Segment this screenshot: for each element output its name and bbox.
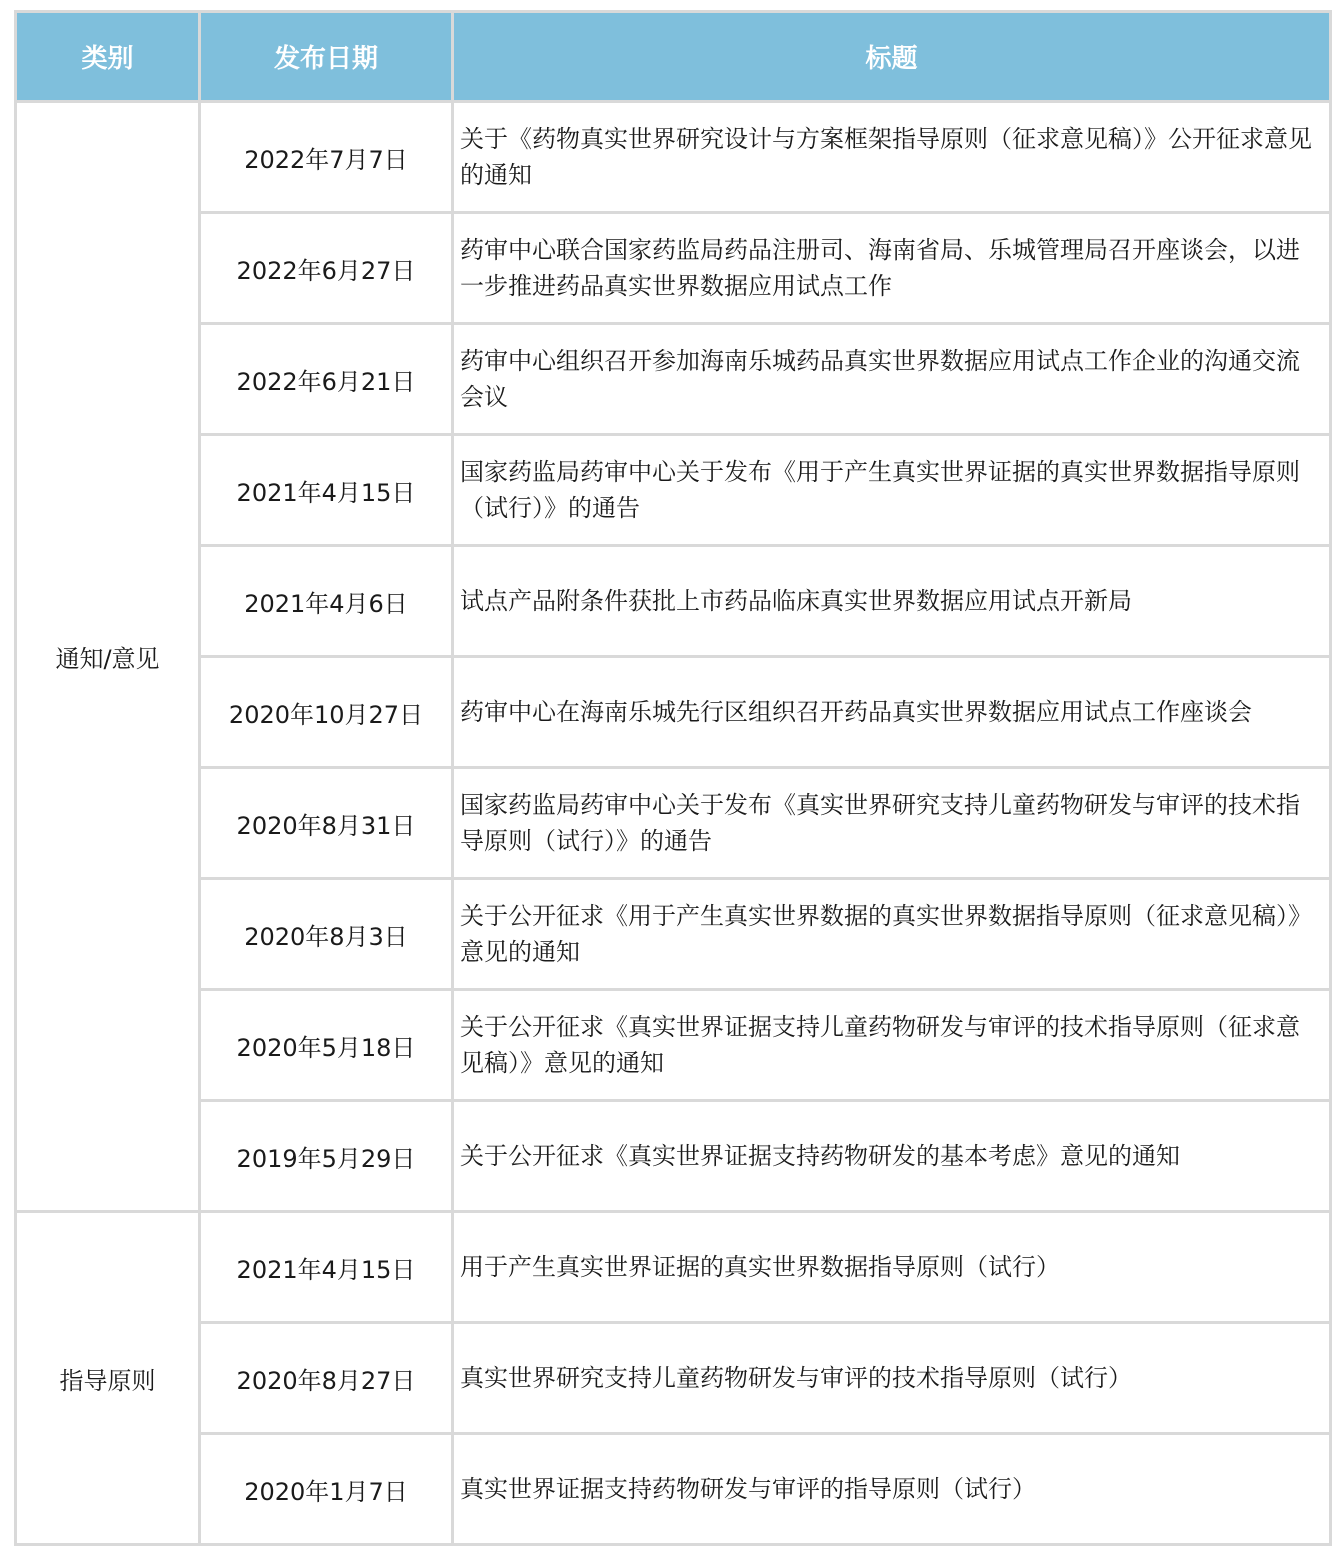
header-category: 类别	[16, 12, 200, 102]
category-cell: 指导原则	[16, 1212, 200, 1545]
table-row	[16, 768, 1331, 879]
date-cell: 2022年7月7日	[200, 102, 453, 213]
title-cell: 真实世界研究支持儿童药物研发与审评的技术指导原则（试行）	[453, 1323, 1331, 1434]
table-row	[16, 546, 1331, 657]
date-cell: 2021年4月15日	[200, 435, 453, 546]
table-row	[16, 324, 1331, 435]
date-cell: 2020年5月18日	[200, 990, 453, 1101]
table-header-row	[16, 12, 1331, 102]
title-cell: 用于产生真实世界证据的真实世界数据指导原则（试行）	[453, 1212, 1331, 1323]
table-row	[16, 1323, 1331, 1434]
table-row	[16, 1212, 1331, 1323]
table-row	[16, 1101, 1331, 1212]
title-cell: 药审中心组织召开参加海南乐城药品真实世界数据应用试点工作企业的沟通交流会议	[453, 324, 1331, 435]
policy-table-container	[14, 10, 1329, 1546]
title-cell: 药审中心联合国家药监局药品注册司、海南省局、乐城管理局召开座谈会，以进一步推进药品真实世界数据应用试点工作	[453, 213, 1331, 324]
title-cell: 试点产品附条件获批上市药品临床真实世界数据应用试点开新局	[453, 546, 1331, 657]
table-row	[16, 657, 1331, 768]
header-title: 标题	[453, 12, 1331, 102]
date-cell: 2020年8月3日	[200, 879, 453, 990]
date-cell: 2020年1月7日	[200, 1434, 453, 1545]
header-date: 发布日期	[200, 12, 453, 102]
title-cell: 真实世界证据支持药物研发与审评的指导原则（试行）	[453, 1434, 1331, 1545]
title-cell: 关于《药物真实世界研究设计与方案框架指导原则（征求意见稿）》公开征求意见的通知	[453, 102, 1331, 213]
title-cell: 国家药监局药审中心关于发布《真实世界研究支持儿童药物研发与审评的技术指导原则（试行）》的通告	[453, 768, 1331, 879]
title-cell: 关于公开征求《用于产生真实世界数据的真实世界数据指导原则（征求意见稿）》意见的通知	[453, 879, 1331, 990]
date-cell: 2020年8月31日	[200, 768, 453, 879]
date-cell: 2020年10月27日	[200, 657, 453, 768]
table-row	[16, 102, 1331, 213]
date-cell: 2019年5月29日	[200, 1101, 453, 1212]
table-row	[16, 435, 1331, 546]
title-cell: 关于公开征求《真实世界证据支持药物研发的基本考虑》意见的通知	[453, 1101, 1331, 1212]
table-row	[16, 1434, 1331, 1545]
table-row	[16, 879, 1331, 990]
category-cell: 通知/意见	[16, 102, 200, 1212]
date-cell: 2021年4月6日	[200, 546, 453, 657]
date-cell: 2020年8月27日	[200, 1323, 453, 1434]
title-cell: 关于公开征求《真实世界证据支持儿童药物研发与审评的技术指导原则（征求意见稿）》意见的通知	[453, 990, 1331, 1101]
title-cell: 国家药监局药审中心关于发布《用于产生真实世界证据的真实世界数据指导原则（试行）》的通告	[453, 435, 1331, 546]
date-cell: 2021年4月15日	[200, 1212, 453, 1323]
table-row	[16, 990, 1331, 1101]
policy-table	[14, 10, 1332, 1546]
title-cell: 药审中心在海南乐城先行区组织召开药品真实世界数据应用试点工作座谈会	[453, 657, 1331, 768]
table-row	[16, 213, 1331, 324]
date-cell: 2022年6月27日	[200, 213, 453, 324]
date-cell: 2022年6月21日	[200, 324, 453, 435]
